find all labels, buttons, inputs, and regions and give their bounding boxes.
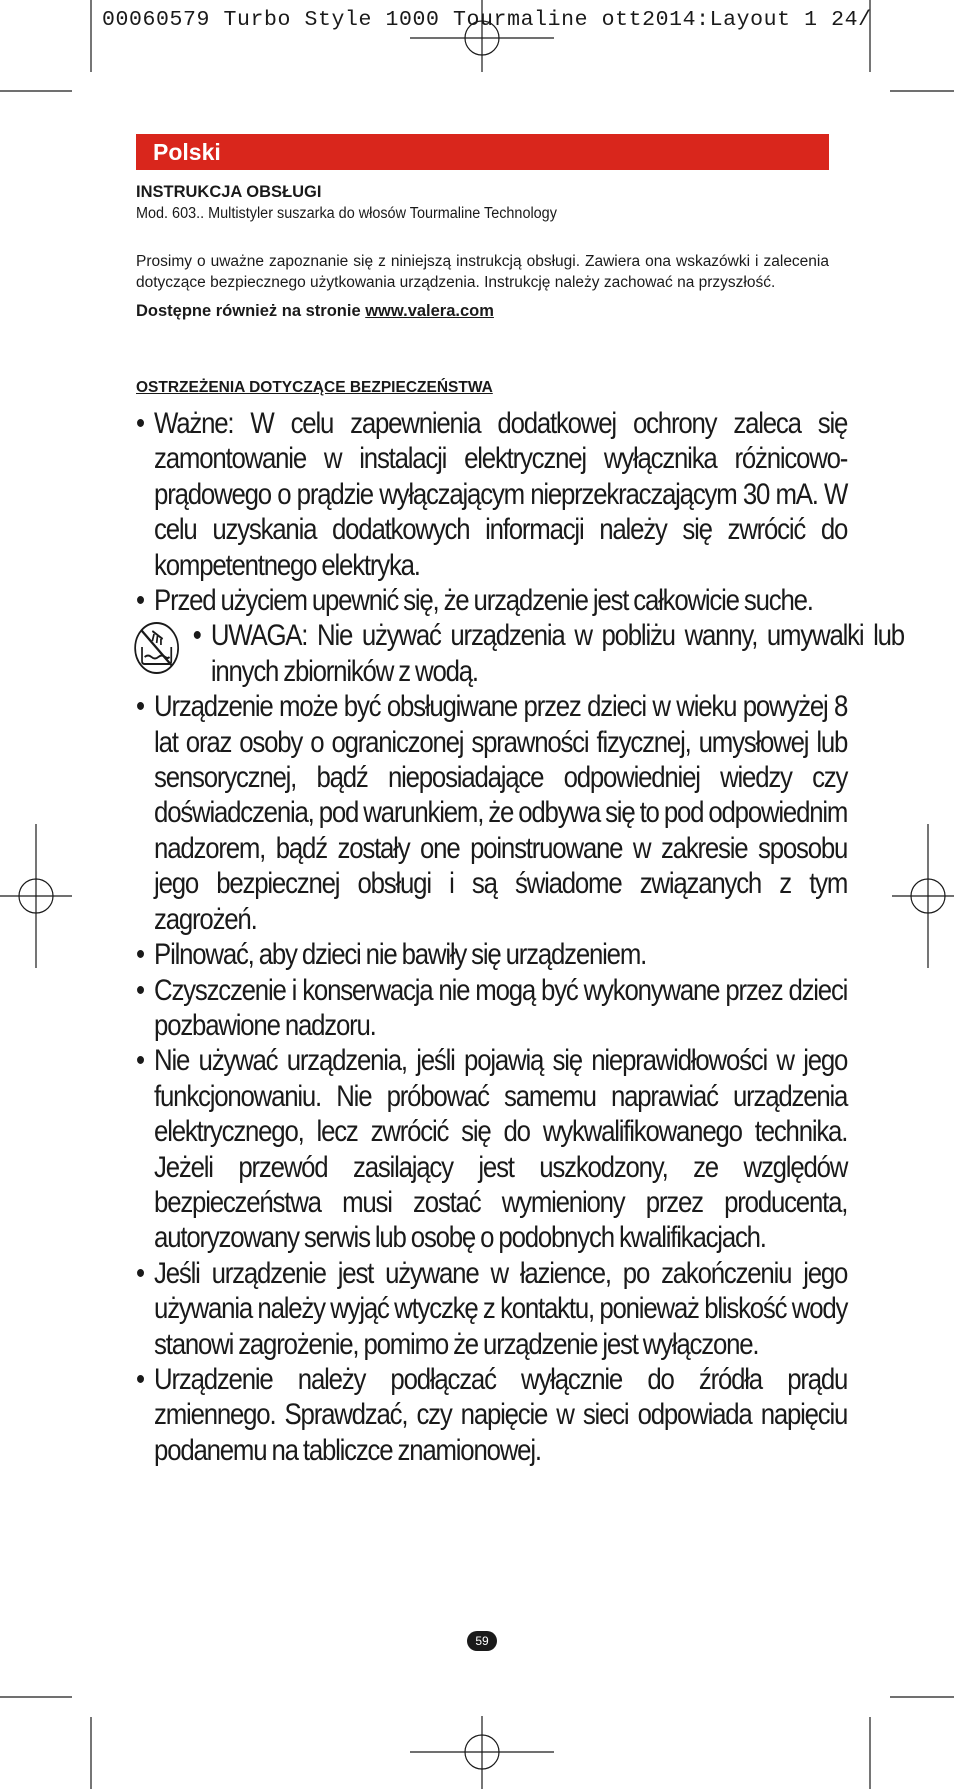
online-availability-line <box>136 302 829 321</box>
bullet: • <box>136 690 144 724</box>
bullet: • <box>136 407 144 440</box>
warning-text: Jeśli urządzenie jest używane w łazience, po zakończeniu jego używania należy wyjąć wtyczkę z kontaktu, ponieważ bliskość wody stanowi zagrożenie, pomimo że urządzenie jest wyłączone. <box>154 1256 848 1361</box>
website-link[interactable]: www.valera.com <box>365 302 494 320</box>
warning-text: Urządzenie należy podłączać wyłącznie do źródła prądu zmiennego. Sprawdzać, czy napięcie w sieci odpowiada napięciu podanemu na tabliczce znamionowej. <box>154 1362 848 1467</box>
print-slug-line: 00060579 Turbo Style 1000 Tourmaline ott2014:Layout 1 24/ <box>102 8 872 32</box>
page-number-badge: 59 <box>467 1631 497 1651</box>
bullet: • <box>136 973 144 1007</box>
manual-page-content <box>136 134 904 1468</box>
bullet: • <box>136 1256 144 1290</box>
registration-mark-left <box>0 824 72 968</box>
warning-item <box>136 1043 847 1255</box>
safety-warnings-list <box>136 406 904 1468</box>
online-prefix: Dostępne również na stronie <box>136 302 366 320</box>
bullet: • <box>136 1044 144 1078</box>
bullet: • <box>136 938 144 972</box>
warning-text: Urządzenie może być obsługiwane przez dzieci w wieku powyżej 8 lat oraz osoby o ograniczonej sprawności fizycznej, umysłowej lub sensorycznej, bądź nieposiadające odpowiedniej wiedzy czy doświadczenia, pod warunkiem, że odbywa się to pod odpowiednim nadzorem, bądź zostały one poinstruowane w zakresie sposobu jego bezpiecznej obsługi i są świadome związanych z tym zagrożeń. <box>154 690 848 936</box>
warning-text: Nie używać urządzenia, jeśli pojawią się nieprawidłowości w jego funkcjonowaniu. Nie próbować samemu naprawiać urządzenia elektrycznego, lecz zwrócić się do wykwalifikowanego technika. Jeżeli przewód zasilający jest uszkodzony, ze względów bezpieczeństwa musi zostać wymieniony przez producenta, autoryzowany serwis lub osobę o podobnych kwalifikacjach. <box>154 1044 848 1255</box>
warning-item <box>136 1362 847 1468</box>
no-use-near-water-icon <box>133 621 179 675</box>
warning-item-water <box>136 618 904 689</box>
warning-text: Ważne: W celu zapewnienia dodatkowej ochrony zaleca się zamontowanie w instalacji elektrycznej wyłącznika różnicowo-prądowego o prądzie wyłączającym nieprzekraczającym 30 mA. W celu uzyskania dodatkowych informacji należy się zwrócić do kompetentnego elektryka. <box>154 407 848 582</box>
bullet: • <box>192 619 201 653</box>
registration-mark-top <box>410 0 554 72</box>
warning-text: Pilnować, aby dzieci nie bawiły się urządzeniem. <box>154 938 647 972</box>
warning-text: Czyszczenie i konserwacja nie mogą być wykonywane przez dzieci pozbawione nadzoru. <box>154 973 848 1042</box>
intro-paragraph: Prosimy o uważne zapoznanie się z niniejszą instrukcją obsługi. Zawiera ona wskazówki i zalecenia dotyczące bezpiecznego użytkowania urządzenia. Instrukcję należy zachować na przyszłość. <box>136 253 829 291</box>
warning-item <box>136 973 847 1044</box>
warning-item <box>136 406 847 583</box>
document-title: INSTRUKCJA OBSŁUGI <box>136 183 322 201</box>
warning-item <box>136 937 847 972</box>
warning-text: Przed użyciem upewnić się, że urządzenie jest całkowicie suche. <box>154 584 813 618</box>
language-label: Polski <box>153 139 221 165</box>
registration-mark-bottom <box>410 1716 554 1789</box>
warning-item <box>136 1256 847 1362</box>
warning-item <box>136 583 847 618</box>
warning-item <box>136 689 847 937</box>
model-line: Mod. 603.. Multistyler suszarka do włosów Tourmaline Technology <box>136 205 557 222</box>
warning-text: UWAGA: Nie używać urządzenia w pobliżu wanny, umywalki lub innych zbiorników z wodą. <box>210 619 904 688</box>
language-section-bar <box>136 134 829 170</box>
bullet: • <box>136 584 144 618</box>
bullet: • <box>136 1362 144 1396</box>
registration-mark-right <box>892 824 954 968</box>
safety-warnings-heading: OSTRZEŻENIA DOTYCZĄCE BEZPIECZEŃSTWA <box>136 379 493 396</box>
